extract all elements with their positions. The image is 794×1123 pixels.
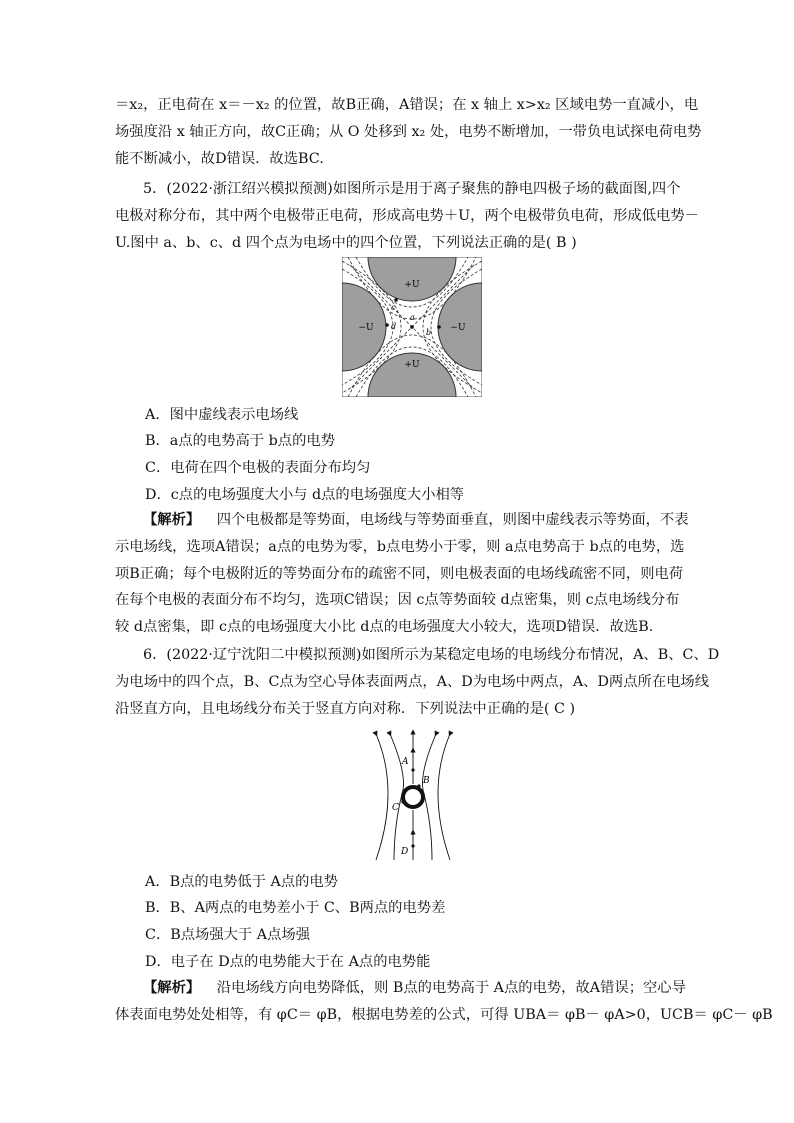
label-point-C: C bbox=[392, 803, 399, 813]
text-line: 电极对称分布，其中两个电极带正电荷，形成高电势＋U，两个电极带负电荷，形成低电势－ bbox=[115, 207, 699, 224]
q6-option-d: D．电子在 D点的电势能大于在 A点的电势能 bbox=[145, 954, 431, 970]
text-line: 较 d点密集，即 c点的电场强度大小比 d点的电场强度大小较大，选项D错误．故选B. bbox=[115, 619, 654, 636]
label-point-d: d bbox=[391, 322, 397, 331]
label-left-electrode: −U bbox=[358, 323, 374, 333]
text-line: 为电场中的四个点，B、C点为空心导体表面两点，A、D为电场中两点，A、D两点所在电场线 bbox=[115, 673, 710, 690]
point-A bbox=[411, 768, 414, 771]
text-line: 四个电极都是等势面，电场线与等势面垂直，则图中虚线表示等势面，不表 bbox=[216, 512, 689, 528]
point-d bbox=[385, 323, 389, 327]
q5-option-b: B．a点的电势高于 b点的电势 bbox=[145, 433, 335, 449]
analysis-label: 【解析】 bbox=[143, 980, 201, 996]
point-C bbox=[401, 800, 404, 803]
text-line: U.图中 a、b、c、d 四个点为电场中的四个位置，下列说法正确的是( B ) bbox=[115, 234, 577, 251]
text-line: ＝x₂，正电荷在 x＝－x₂ 的位置，故B正确，A错误；在 x 轴上 x>x₂ 区域电势一直减小，电 bbox=[115, 97, 699, 113]
label-point-b: b bbox=[426, 328, 432, 337]
q5-option-c: C．电荷在四个电极的表面分布均匀 bbox=[145, 460, 371, 476]
q6-option-a: A．B点的电势低于 A点的电势 bbox=[145, 874, 338, 890]
point-D bbox=[411, 844, 414, 847]
q5-option-a: A．图中虚线表示电场线 bbox=[145, 407, 299, 423]
text-line: 项B正确；每个电极附近的等势面分布的疏密不同，则电极表面的电场线疏密不同，则电荷 bbox=[115, 565, 684, 582]
text-line: 在每个电极的表面分布不均匀，选项C错误；因 c点等势面较 d点密集，则 c点电场线分布 bbox=[115, 592, 680, 609]
label-point-a: a bbox=[410, 313, 415, 322]
text-line: 示电场线，选项A错误；a点的电势为零，b点电势小于零，则 a点电势高于 b点的电势，选 bbox=[115, 538, 685, 555]
q6-option-c: C．B点场强大于 A点场强 bbox=[145, 927, 310, 943]
point-a bbox=[410, 325, 414, 329]
q6-option-b: B．B、A两点的电势差小于 C、B两点的电势差 bbox=[145, 900, 446, 916]
label-point-B: B bbox=[423, 776, 430, 786]
text-line: 体表面电势处处相等，有 φC＝ φB，根据电势差的公式，可得 UBA＝ φB－ φA>0，UCB＝ φC－ φB bbox=[115, 1006, 773, 1023]
top-paragraph bbox=[115, 92, 702, 172]
question-5-stem bbox=[115, 176, 699, 256]
label-point-D: D bbox=[401, 847, 409, 857]
point-b bbox=[437, 325, 441, 329]
label-point-c: c bbox=[391, 303, 396, 312]
text-line: 沿电场线方向电势降低，则 B点的电势高于 A点的电势，故A错误；空心导 bbox=[216, 980, 686, 996]
analysis-label: 【解析】 bbox=[143, 512, 201, 528]
quadrupole-figure bbox=[342, 257, 482, 397]
q6-analysis bbox=[115, 975, 773, 1029]
text-line: 能不断减小，故D错误．故选BC. bbox=[115, 150, 324, 167]
label-top-electrode: +U bbox=[404, 280, 420, 290]
text-line: 6．(2022·辽宁沈阳二中模拟预测)如图所示为某稳定电场的电场线分布情况，A、B、C、D bbox=[143, 647, 720, 663]
text-line: 场强度沿 x 轴正方向，故C正确；从 O 处移到 x₂ 处，电势不断增加，一带负电试探电荷电势 bbox=[115, 123, 702, 140]
field-lines-figure bbox=[360, 728, 466, 862]
q5-option-d: D．c点的电场强度大小与 d点的电场强度大小相等 bbox=[145, 487, 465, 503]
question-6-stem bbox=[115, 642, 720, 722]
text-line: 沿竖直方向，且电场线分布关于竖直方向对称．下列说法中正确的是( C ) bbox=[115, 700, 576, 717]
q5-analysis bbox=[115, 507, 689, 641]
text-line: 5．(2022·浙江绍兴模拟预测)如图所示是用于离子聚焦的静电四极子场的截面图,四个 bbox=[143, 181, 681, 197]
hollow-conductor bbox=[403, 787, 423, 807]
point-c bbox=[394, 298, 398, 302]
point-B bbox=[417, 784, 420, 787]
label-right-electrode: −U bbox=[450, 323, 466, 333]
label-point-A: A bbox=[402, 757, 409, 767]
label-bottom-electrode: +U bbox=[404, 360, 420, 370]
